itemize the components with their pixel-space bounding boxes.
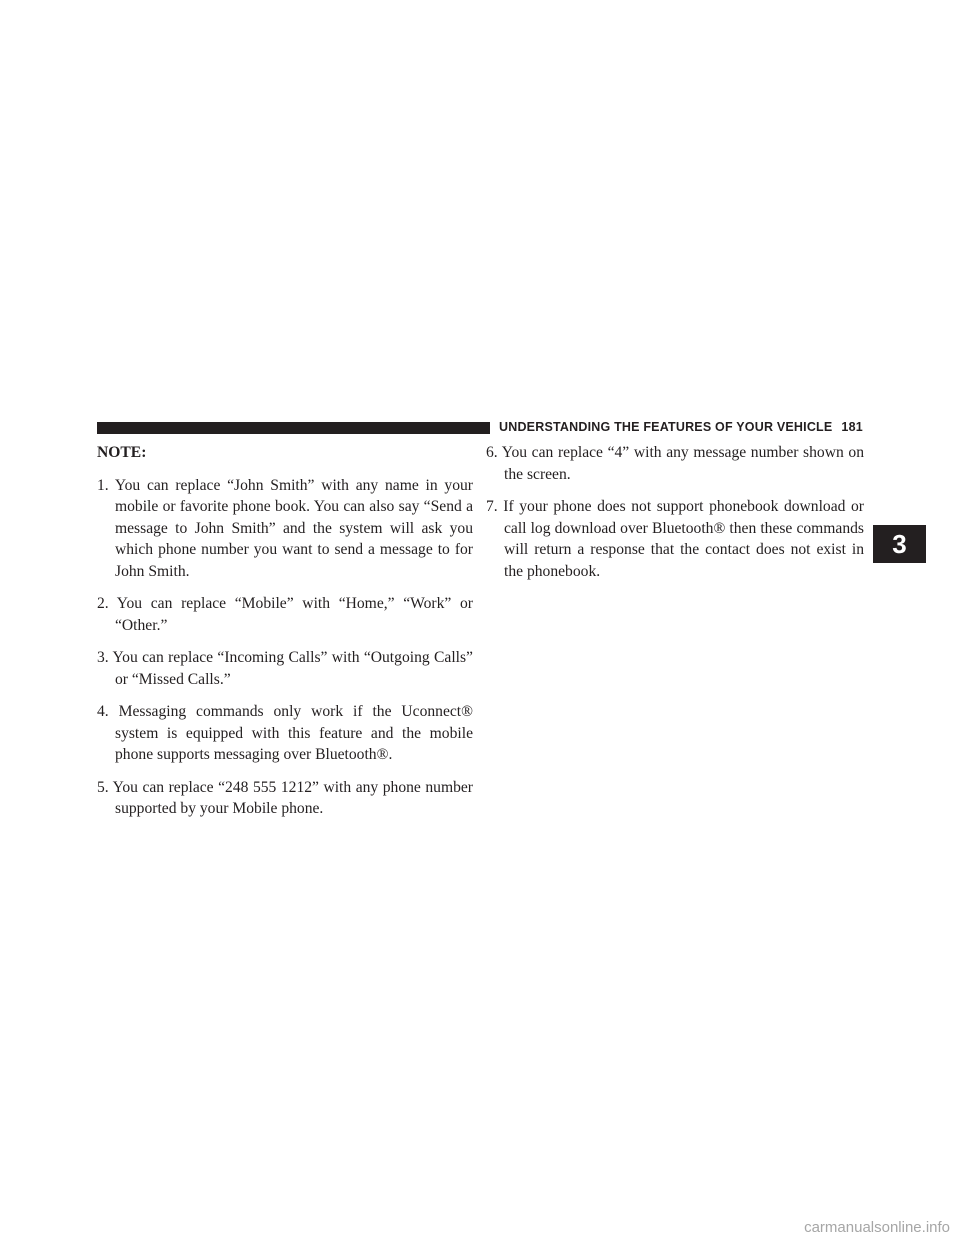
item-number: 7. xyxy=(486,498,498,515)
item-number: 2. xyxy=(97,595,109,612)
note-heading: NOTE: xyxy=(97,444,147,461)
item-text: Messaging commands only work if the Uconnect® system is equipped with this feature and the mobile phone supports messaging over Bluetooth®. xyxy=(115,703,473,763)
left-column xyxy=(97,442,473,831)
item-number: 4. xyxy=(97,703,109,720)
list-item xyxy=(97,701,473,766)
watermark-text: carmanualsonline.info xyxy=(804,1219,950,1236)
item-text: You can replace “John Smith” with any name in your mobile or favorite phone book. You can also say “Send a message to John Smith” and the system will ask you which phone number you want to send a message to for John Smith. xyxy=(114,476,473,580)
header-rule xyxy=(97,422,490,434)
list-item xyxy=(486,442,864,485)
list-item xyxy=(97,593,473,636)
item-text: You can replace “4” with any message number shown on the screen. xyxy=(501,444,864,483)
item-number: 1. xyxy=(97,476,109,494)
chapter-tab: 3 xyxy=(873,525,926,563)
item-number: 3. xyxy=(97,649,109,666)
page-number: 181 xyxy=(841,420,863,434)
list-item xyxy=(97,475,473,583)
list-item xyxy=(97,647,473,690)
item-text: You can replace “Mobile” with “Home,” “Work” or “Other.” xyxy=(115,595,473,634)
section-title: UNDERSTANDING THE FEATURES OF YOUR VEHICLE xyxy=(499,420,833,434)
item-text: If your phone does not support phonebook download or call log download over Bluetooth® then these commands will return a response that the contact does not exist in the phonebook. xyxy=(503,498,864,580)
item-text: You can replace “248 555 1212” with any phone number supported by your Mobile phone. xyxy=(112,778,473,817)
right-column xyxy=(486,442,864,593)
running-header xyxy=(499,418,863,436)
item-text: You can replace “Incoming Calls” with “Outgoing Calls” or “Missed Calls.” xyxy=(112,649,473,688)
list-item xyxy=(486,496,864,582)
list-item xyxy=(97,777,473,820)
item-number: 5. xyxy=(97,778,109,796)
item-number: 6. xyxy=(486,444,498,461)
